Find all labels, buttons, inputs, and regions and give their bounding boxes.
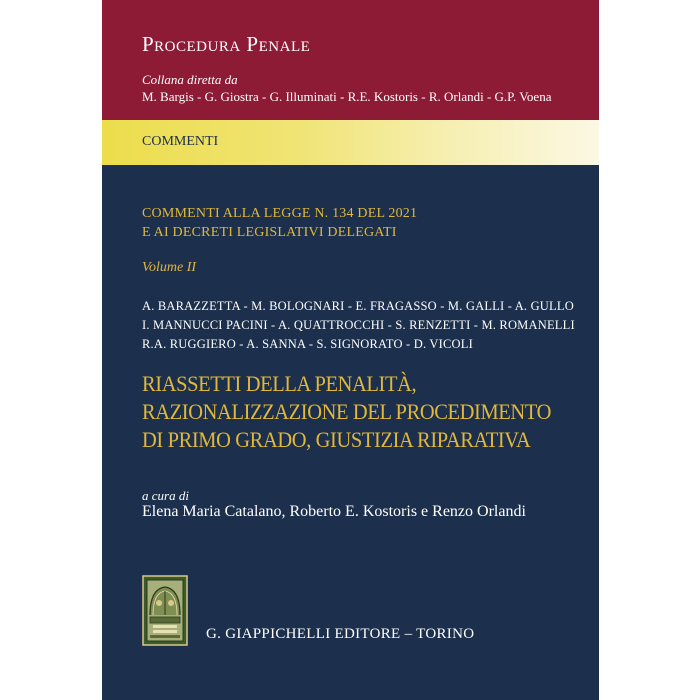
publisher-name: G. GIAPPICHELLI EDITORE – TORINO (206, 626, 475, 642)
series-curated-label: Collana diretta da (142, 72, 238, 87)
series-directors: M. Bargis - G. Giostra - G. Illuminati - R.E. Kostoris - R. Orlandi - G.P. Voena (142, 89, 552, 104)
book-title-line-3: DI PRIMO GRADO, GIUSTIZIA RIPARATIVA (142, 427, 531, 452)
publisher-emblem-icon (142, 575, 188, 646)
authors-line-2: I. MANNUCCI PACINI - A. QUATTROCCHI - S. RENZETTI - M. ROMANELLI (142, 318, 575, 332)
volume-label: Volume II (142, 260, 197, 275)
subtitle-line-1: COMMENTI ALLA LEGGE N. 134 DEL 2021 (142, 206, 418, 221)
editors-names: Elena Maria Catalano, Roberto E. Kostoris e Renzo Orlandi (142, 503, 526, 520)
editors-label: a cura di (142, 488, 189, 503)
series-title: Procedura Penale (142, 32, 311, 56)
series-header (102, 0, 599, 120)
subtitle-line-2: E AI DECRETI LEGISLATIVI DELEGATI (142, 225, 397, 240)
book-title-line-1: RIASSETTI DELLA PENALITÀ, (142, 371, 417, 396)
authors-line-3: R.A. RUGGIERO - A. SANNA - S. SIGNORATO - D. VICOLI (142, 337, 473, 351)
book-cover (102, 0, 599, 700)
category-label: COMMENTI (142, 134, 219, 149)
category-band (102, 120, 599, 165)
book-title-line-2: RAZIONALIZZAZIONE DEL PROCEDIMENTO (142, 399, 552, 424)
authors-line-1: A. BARAZZETTA - M. BOLOGNARI - E. FRAGASSO - M. GALLI - A. GULLO (142, 299, 574, 313)
